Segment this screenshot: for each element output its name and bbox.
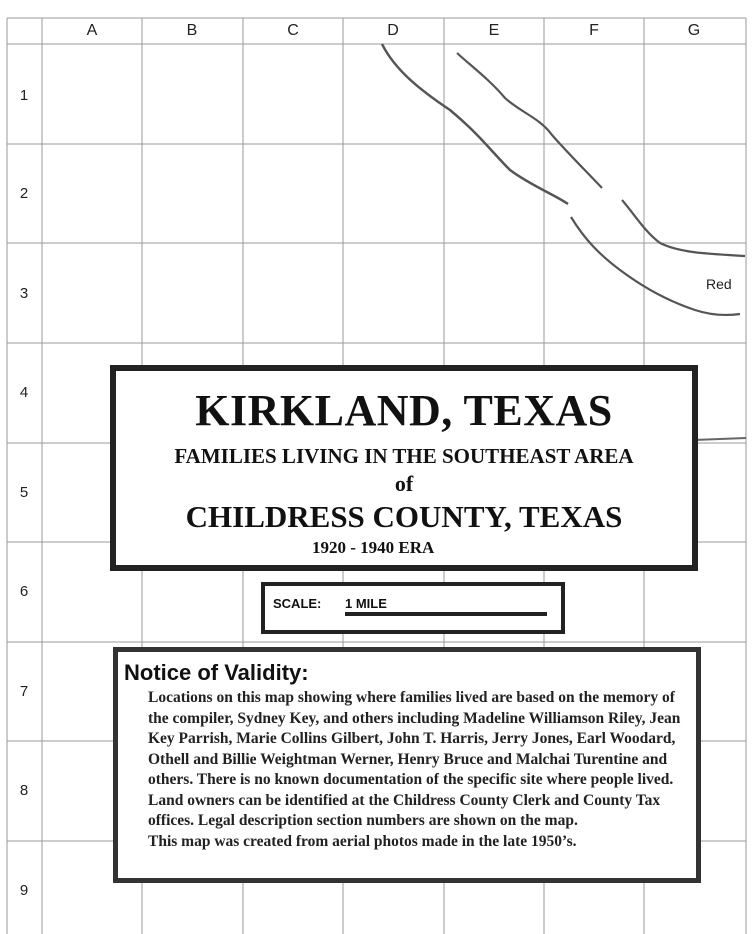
river-bank-west-lower — [571, 217, 740, 315]
column-header-a: A — [86, 22, 98, 39]
map-title: KIRKLAND, TEXAS — [195, 386, 613, 435]
column-header-g: G — [687, 22, 701, 39]
row-header-1: 1 — [19, 87, 29, 104]
row-header-7: 7 — [19, 683, 29, 700]
county-title: CHILDRESS COUNTY, TEXAS — [185, 499, 623, 534]
notice-body — [124, 688, 694, 852]
row-header-2: 2 — [19, 185, 29, 202]
row-header-6: 6 — [19, 583, 29, 600]
map-subtitle: FAMILIES LIVING IN THE SOUTHEAST AREA — [174, 444, 634, 468]
boundary-line — [694, 438, 746, 440]
row-header-4: 4 — [19, 384, 29, 401]
row-header-8: 8 — [19, 782, 29, 799]
river-label: Red — [706, 276, 732, 292]
river-bank-east — [457, 53, 602, 188]
column-header-c: C — [287, 22, 299, 39]
notice-paragraph-2: This map was created from aerial photos made in the late 1950’s. — [148, 832, 577, 850]
row-header-5: 5 — [19, 484, 29, 501]
scale-box — [261, 582, 565, 634]
title-box — [110, 365, 698, 571]
row-header-3: 3 — [19, 285, 29, 302]
scale-label: SCALE: — [273, 596, 322, 611]
river-bank-east-lower — [622, 200, 745, 256]
column-header-e: E — [488, 22, 500, 39]
notice-paragraph-1: Locations on this map showing where families lived are based on the memory of the compiler, Sydney Key, and others including Madeline Williamson Riley, Jean Key Parrish, Marie Collins Gilbert, John T. Harris, Jerry Jones, Earl Woodard, Othell and Billie Weightman Werner, Henry Bruce and Malchai Turentine and others. There is no known documentation of the specific site where people lived. Land owners can be identified at the Childress County Clerk and County Tax offices. Legal description section numbers are shown on the map. — [148, 689, 681, 829]
notice-box — [113, 647, 701, 883]
map-subtitle-of: of — [394, 471, 414, 496]
era-label: 1920 - 1940 ERA — [312, 538, 435, 557]
scale-bar — [345, 612, 547, 616]
column-header-d: D — [387, 22, 399, 39]
row-header-9: 9 — [19, 882, 29, 899]
column-header-f: F — [589, 22, 599, 39]
scale-value: 1 MILE — [345, 596, 387, 611]
column-header-b: B — [186, 22, 198, 39]
notice-heading: Notice of Validity: — [124, 660, 309, 685]
